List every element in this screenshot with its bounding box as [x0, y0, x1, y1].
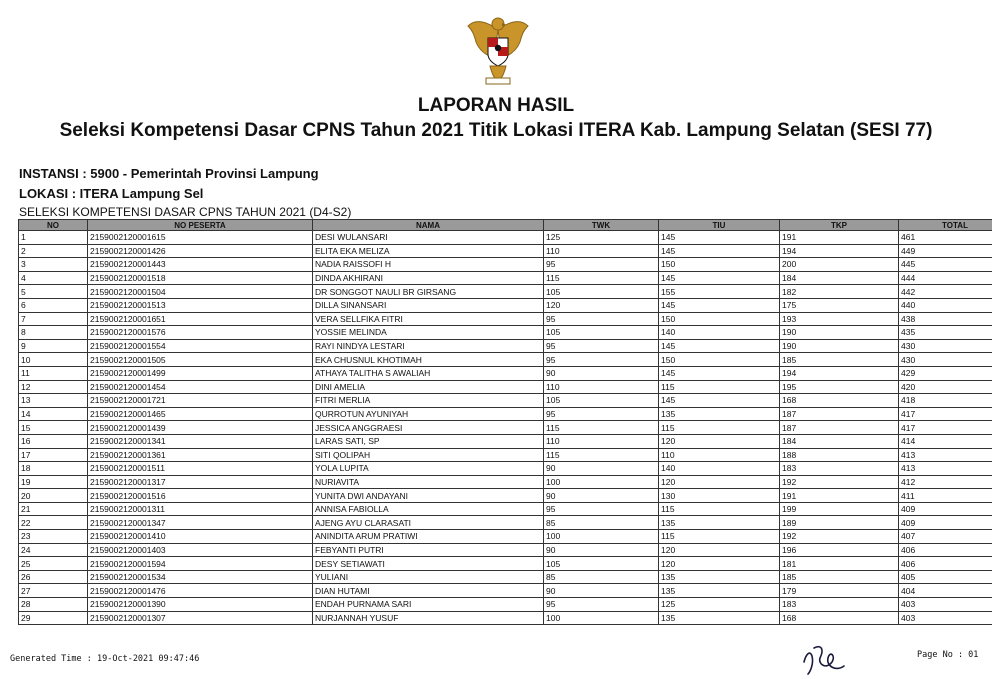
cell-nama: ELITA EKA MELIZA [313, 244, 544, 258]
cell-tiu: 140 [659, 326, 780, 340]
cell-twk: 95 [544, 502, 659, 516]
cell-twk: 90 [544, 366, 659, 380]
cell-total: 406 [899, 557, 992, 571]
cell-no-peserta: 2159002120001410 [88, 530, 313, 544]
cell-no: 18 [19, 462, 88, 476]
table-row [19, 557, 992, 571]
cell-twk: 100 [544, 475, 659, 489]
cell-no-peserta: 2159002120001443 [88, 258, 313, 272]
cell-nama: FITRI MERLIA [313, 394, 544, 408]
cell-nama: ATHAYA TALITHA S AWALIAH [313, 366, 544, 380]
cell-tkp: 191 [780, 231, 899, 245]
cell-twk: 105 [544, 394, 659, 408]
table-body [19, 231, 992, 625]
cell-no-peserta: 2159002120001518 [88, 271, 313, 285]
cell-no: 22 [19, 516, 88, 530]
cell-no: 2 [19, 244, 88, 258]
cell-tiu: 145 [659, 394, 780, 408]
cell-twk: 105 [544, 285, 659, 299]
cell-tkp: 200 [780, 258, 899, 272]
cell-total: 420 [899, 380, 992, 394]
cell-no: 17 [19, 448, 88, 462]
cell-tkp: 196 [780, 543, 899, 557]
table-row [19, 584, 992, 598]
cell-no: 21 [19, 502, 88, 516]
header-nama: NAMA [313, 220, 544, 231]
table-row [19, 326, 992, 340]
cell-no: 1 [19, 231, 88, 245]
table-row [19, 421, 992, 435]
cell-total: 417 [899, 407, 992, 421]
cell-tkp: 185 [780, 353, 899, 367]
lokasi-label: LOKASI : ITERA Lampung Sel [19, 186, 204, 201]
cell-total: 413 [899, 448, 992, 462]
table-row [19, 570, 992, 584]
table-row [19, 611, 992, 625]
cell-no: 14 [19, 407, 88, 421]
cell-tkp: 182 [780, 285, 899, 299]
cell-no: 24 [19, 543, 88, 557]
cell-twk: 90 [544, 584, 659, 598]
cell-nama: DESY SETIAWATI [313, 557, 544, 571]
cell-total: 412 [899, 475, 992, 489]
cell-nama: RAYI NINDYA LESTARI [313, 339, 544, 353]
header-total: TOTAL [899, 220, 992, 231]
cell-nama: JESSICA ANGGRAESI [313, 421, 544, 435]
table-row [19, 407, 992, 421]
cell-tkp: 193 [780, 312, 899, 326]
cell-nama: ENDAH PURNAMA SARI [313, 598, 544, 612]
cell-twk: 85 [544, 516, 659, 530]
table-row [19, 298, 992, 312]
cell-tiu: 120 [659, 543, 780, 557]
cell-tiu: 120 [659, 557, 780, 571]
cell-tiu: 130 [659, 489, 780, 503]
table-row [19, 244, 992, 258]
cell-no-peserta: 2159002120001554 [88, 339, 313, 353]
cell-nama: AJENG AYU CLARASATI [313, 516, 544, 530]
cell-total: 444 [899, 271, 992, 285]
cell-no: 8 [19, 326, 88, 340]
generated-time: Generated Time : 19-Oct-2021 09:47:46 [10, 654, 200, 664]
report-subtitle: Seleksi Kompetensi Dasar CPNS Tahun 2021 Titik Lokasi ITERA Kab. Lampung Selatan (SESI 77) [59, 120, 933, 141]
cell-no-peserta: 2159002120001594 [88, 557, 313, 571]
cell-tiu: 135 [659, 584, 780, 598]
cell-total: 461 [899, 231, 992, 245]
cell-tkp: 191 [780, 489, 899, 503]
cell-nama: ANNISA FABIOLLA [313, 502, 544, 516]
cell-nama: NURJANNAH YUSUF [313, 611, 544, 625]
table-row [19, 448, 992, 462]
cell-no-peserta: 2159002120001361 [88, 448, 313, 462]
cell-total: 417 [899, 421, 992, 435]
cell-nama: DILLA SINANSARI [313, 298, 544, 312]
cell-tiu: 145 [659, 244, 780, 258]
table-header-row [19, 220, 992, 231]
cell-nama: YUNITA DWI ANDAYANI [313, 489, 544, 503]
table-row [19, 380, 992, 394]
cell-no: 4 [19, 271, 88, 285]
cell-total: 414 [899, 434, 992, 448]
cell-tkp: 188 [780, 448, 899, 462]
report-title: LAPORAN HASIL [417, 95, 575, 116]
header-no-peserta: NO PESERTA [88, 220, 313, 231]
cell-no-peserta: 2159002120001576 [88, 326, 313, 340]
cell-twk: 100 [544, 530, 659, 544]
cell-no: 12 [19, 380, 88, 394]
cell-no: 13 [19, 394, 88, 408]
cell-twk: 105 [544, 557, 659, 571]
cell-no-peserta: 2159002120001390 [88, 598, 313, 612]
cell-twk: 110 [544, 244, 659, 258]
table-row [19, 285, 992, 299]
cell-tiu: 145 [659, 271, 780, 285]
table-row [19, 271, 992, 285]
cell-total: 409 [899, 516, 992, 530]
cell-nama: DIAN HUTAMI [313, 584, 544, 598]
cell-total: 429 [899, 366, 992, 380]
cell-nama: DINDA AKHIRANI [313, 271, 544, 285]
cell-no: 23 [19, 530, 88, 544]
cell-nama: YOSSIE MELINDA [313, 326, 544, 340]
cell-total: 442 [899, 285, 992, 299]
table-row [19, 312, 992, 326]
cell-total: 405 [899, 570, 992, 584]
page-number: Page No : 01 [917, 650, 979, 660]
cell-nama: NADIA RAISSOFI H [313, 258, 544, 272]
table-row [19, 258, 992, 272]
cell-nama: VERA SELLFIKA FITRI [313, 312, 544, 326]
cell-total: 418 [899, 394, 992, 408]
cell-no-peserta: 2159002120001439 [88, 421, 313, 435]
cell-no: 9 [19, 339, 88, 353]
cell-no: 5 [19, 285, 88, 299]
cell-tkp: 179 [780, 584, 899, 598]
cell-total: 406 [899, 543, 992, 557]
cell-no-peserta: 2159002120001476 [88, 584, 313, 598]
cell-no-peserta: 2159002120001504 [88, 285, 313, 299]
cell-twk: 90 [544, 489, 659, 503]
cell-no: 29 [19, 611, 88, 625]
header-twk: TWK [544, 220, 659, 231]
cell-no-peserta: 2159002120001721 [88, 394, 313, 408]
cell-tkp: 168 [780, 394, 899, 408]
cell-total: 435 [899, 326, 992, 340]
cell-no-peserta: 2159002120001307 [88, 611, 313, 625]
cell-total: 438 [899, 312, 992, 326]
table-row [19, 394, 992, 408]
table-row [19, 366, 992, 380]
table-row [19, 598, 992, 612]
cell-twk: 95 [544, 353, 659, 367]
table-row [19, 475, 992, 489]
cell-no: 25 [19, 557, 88, 571]
cell-tkp: 175 [780, 298, 899, 312]
cell-twk: 95 [544, 407, 659, 421]
table-row [19, 231, 992, 245]
cell-no-peserta: 2159002120001465 [88, 407, 313, 421]
cell-tiu: 135 [659, 611, 780, 625]
cell-twk: 95 [544, 312, 659, 326]
cell-no: 15 [19, 421, 88, 435]
cell-twk: 90 [544, 543, 659, 557]
cell-no-peserta: 2159002120001511 [88, 462, 313, 476]
cell-tiu: 155 [659, 285, 780, 299]
cell-no-peserta: 2159002120001505 [88, 353, 313, 367]
cell-tiu: 135 [659, 516, 780, 530]
cell-tiu: 125 [659, 598, 780, 612]
cell-tkp: 185 [780, 570, 899, 584]
cell-twk: 115 [544, 448, 659, 462]
cell-no: 6 [19, 298, 88, 312]
cell-tkp: 192 [780, 475, 899, 489]
cell-twk: 105 [544, 326, 659, 340]
table-row [19, 530, 992, 544]
cell-tiu: 135 [659, 570, 780, 584]
cell-nama: DR SONGGOT NAULI BR GIRSANG [313, 285, 544, 299]
table-row [19, 434, 992, 448]
cell-no: 19 [19, 475, 88, 489]
cell-tiu: 115 [659, 502, 780, 516]
cell-nama: SITI QOLIPAH [313, 448, 544, 462]
seleksi-label: SELEKSI KOMPETENSI DASAR CPNS TAHUN 2021 (D4-S2) [19, 205, 352, 219]
cell-no-peserta: 2159002120001426 [88, 244, 313, 258]
cell-tiu: 145 [659, 231, 780, 245]
cell-tkp: 194 [780, 244, 899, 258]
cell-total: 411 [899, 489, 992, 503]
table-row [19, 462, 992, 476]
cell-tiu: 120 [659, 475, 780, 489]
cell-twk: 90 [544, 462, 659, 476]
cell-tiu: 120 [659, 434, 780, 448]
cell-no: 10 [19, 353, 88, 367]
cell-nama: NURIAVITA [313, 475, 544, 489]
table-row [19, 543, 992, 557]
cell-no: 16 [19, 434, 88, 448]
cell-twk: 120 [544, 298, 659, 312]
cell-tiu: 150 [659, 312, 780, 326]
cell-nama: FEBYANTI PUTRI [313, 543, 544, 557]
cell-no-peserta: 2159002120001499 [88, 366, 313, 380]
cell-tkp: 187 [780, 407, 899, 421]
cell-nama: ANINDITA ARUM PRATIWI [313, 530, 544, 544]
cell-tkp: 194 [780, 366, 899, 380]
cell-tkp: 190 [780, 326, 899, 340]
header-tkp: TKP [780, 220, 899, 231]
cell-tiu: 115 [659, 530, 780, 544]
cell-no: 7 [19, 312, 88, 326]
cell-twk: 110 [544, 380, 659, 394]
table-row [19, 502, 992, 516]
cell-total: 430 [899, 353, 992, 367]
cell-total: 407 [899, 530, 992, 544]
cell-twk: 95 [544, 598, 659, 612]
table-row [19, 353, 992, 367]
cell-total: 413 [899, 462, 992, 476]
cell-tiu: 110 [659, 448, 780, 462]
cell-no: 28 [19, 598, 88, 612]
cell-twk: 95 [544, 258, 659, 272]
cell-tiu: 145 [659, 366, 780, 380]
cell-twk: 125 [544, 231, 659, 245]
cell-no: 20 [19, 489, 88, 503]
cell-tkp: 195 [780, 380, 899, 394]
cell-tkp: 183 [780, 462, 899, 476]
cell-total: 403 [899, 598, 992, 612]
cell-no: 26 [19, 570, 88, 584]
cell-nama: QURROTUN AYUNIYAH [313, 407, 544, 421]
cell-tiu: 115 [659, 380, 780, 394]
cell-no-peserta: 2159002120001513 [88, 298, 313, 312]
cell-nama: EKA CHUSNUL KHOTIMAH [313, 353, 544, 367]
cell-total: 440 [899, 298, 992, 312]
cell-no: 11 [19, 366, 88, 380]
cell-no-peserta: 2159002120001403 [88, 543, 313, 557]
cell-tkp: 187 [780, 421, 899, 435]
cell-tkp: 183 [780, 598, 899, 612]
cell-no-peserta: 2159002120001615 [88, 231, 313, 245]
cell-tkp: 181 [780, 557, 899, 571]
cell-nama: DESI WULANSARI [313, 231, 544, 245]
cell-twk: 115 [544, 271, 659, 285]
garuda-emblem-icon [462, 12, 534, 88]
signature-icon [800, 640, 852, 676]
cell-tiu: 140 [659, 462, 780, 476]
cell-no-peserta: 2159002120001651 [88, 312, 313, 326]
cell-twk: 95 [544, 339, 659, 353]
cell-no-peserta: 2159002120001534 [88, 570, 313, 584]
cell-no-peserta: 2159002120001311 [88, 502, 313, 516]
cell-tkp: 168 [780, 611, 899, 625]
cell-twk: 110 [544, 434, 659, 448]
cell-no: 27 [19, 584, 88, 598]
header-tiu: TIU [659, 220, 780, 231]
cell-twk: 100 [544, 611, 659, 625]
cell-nama: YOLA LUPITA [313, 462, 544, 476]
cell-tiu: 145 [659, 339, 780, 353]
table-row [19, 339, 992, 353]
cell-total: 445 [899, 258, 992, 272]
cell-total: 403 [899, 611, 992, 625]
header-no: NO [19, 220, 88, 231]
cell-tiu: 135 [659, 407, 780, 421]
cell-total: 449 [899, 244, 992, 258]
cell-tkp: 184 [780, 271, 899, 285]
cell-tkp: 190 [780, 339, 899, 353]
cell-tiu: 150 [659, 258, 780, 272]
cell-tkp: 199 [780, 502, 899, 516]
cell-no-peserta: 2159002120001516 [88, 489, 313, 503]
cell-tiu: 115 [659, 421, 780, 435]
cell-no-peserta: 2159002120001454 [88, 380, 313, 394]
cell-tiu: 150 [659, 353, 780, 367]
results-table [18, 219, 992, 625]
cell-no-peserta: 2159002120001347 [88, 516, 313, 530]
cell-tkp: 192 [780, 530, 899, 544]
table-row [19, 489, 992, 503]
cell-twk: 85 [544, 570, 659, 584]
cell-no: 3 [19, 258, 88, 272]
cell-nama: DINI AMELIA [313, 380, 544, 394]
cell-twk: 115 [544, 421, 659, 435]
table-row [19, 516, 992, 530]
cell-no-peserta: 2159002120001341 [88, 434, 313, 448]
instansi-label: INSTANSI : 5900 - Pemerintah Provinsi Lampung [19, 166, 319, 181]
cell-no-peserta: 2159002120001317 [88, 475, 313, 489]
cell-total: 404 [899, 584, 992, 598]
cell-total: 409 [899, 502, 992, 516]
cell-nama: YULIANI [313, 570, 544, 584]
cell-tkp: 189 [780, 516, 899, 530]
cell-tkp: 184 [780, 434, 899, 448]
cell-total: 430 [899, 339, 992, 353]
cell-tiu: 145 [659, 298, 780, 312]
cell-nama: LARAS SATI, SP [313, 434, 544, 448]
